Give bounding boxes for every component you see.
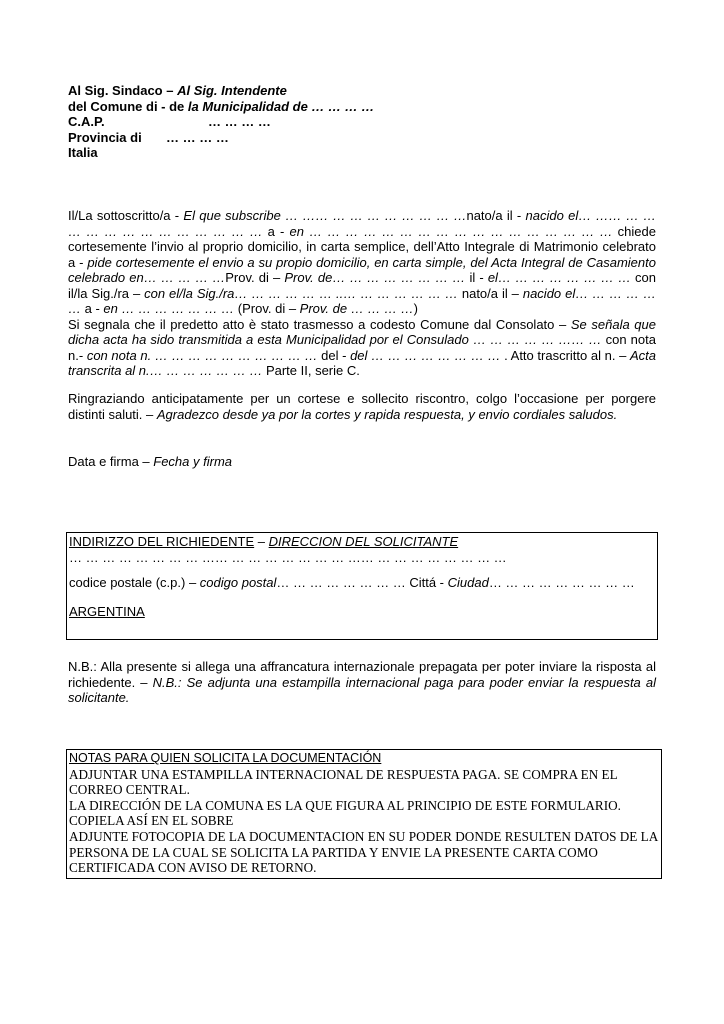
address-line-4 [68, 130, 656, 146]
text-span: del … … … … … … … … [350, 347, 501, 363]
text-span: en … … … … … … … … … … … … … … … … … [289, 223, 613, 239]
cap-value: … … … … [208, 114, 271, 129]
text-span: Prov. de … … … … [299, 301, 414, 316]
address-line-2-it: del Comune di - de [68, 98, 188, 114]
provincia-label: Provincia di [68, 129, 142, 145]
postal-code-line [69, 575, 655, 591]
text-span: (Prov. di – [234, 301, 300, 316]
document-page [68, 83, 658, 876]
notes-line-3: ADJUNTE FOTOCOPIA DE LA DOCUMENTACION EN SU PODER DONDE RESULTEN DATOS DE LA PERSONA DE LA CUAL SE SOLICITA LA PARTIDA Y ENVIE LA PRESENTE CARTA COMO CERTIFICADA CON AVISO DE RETORNO. [69, 828, 658, 876]
applicant-address-box [66, 532, 658, 640]
address-line-1 [68, 83, 656, 99]
text-span: con nota n.- [68, 332, 656, 363]
text-span: con nota n. … … … … … … … … … … [86, 347, 318, 363]
text-span: chiede cortesemente l’invio al proprio domicilio, in carta semplice, dell’Atto Integrale di Matrimonio celebrato a - [68, 223, 656, 270]
text-span: … … … … … … … … … [488, 575, 635, 590]
address-dots-line: … … … … … … … … …… … … … … … … … …… … … … … … … … … [69, 549, 507, 565]
text-span: Ciudad [447, 575, 489, 590]
text-span: nacido el… … … … … … [68, 285, 656, 316]
applicant-box-title [69, 534, 655, 550]
text-span: Acta transcrita al n.… … … … … … … [68, 347, 656, 378]
thanks-paragraph [68, 391, 656, 422]
text-span: en … … … … … … … [103, 301, 235, 316]
text-span: – [254, 534, 269, 549]
address-line-3 [68, 114, 656, 130]
text-span: nato/a il – [457, 285, 523, 301]
text-span: . Atto trascritto al n. – [500, 347, 630, 363]
address-line-2-es: la Municipalidad de … … … … [187, 98, 375, 114]
notes-box-title: NOTAS PARA QUIEN SOLICITA LA DOCUMENTACIÓN [69, 751, 382, 765]
text-span: con el/la Sig./ra… … … … … … ..… … … … … … … [144, 285, 458, 301]
text-span: Prov. de… … … … … … … … [284, 270, 466, 285]
address-line-5: Italia [68, 145, 98, 160]
cap-label: C.A.P. [68, 114, 105, 129]
text-span: Se señala que dicha acta ha sido transmitida a esta Municipalidad por el Consulado … … … … … …… … [68, 316, 656, 347]
text-span: del - [317, 347, 351, 363]
text-span: N.B.: Se adjunta una estampilla internacional paga para poder enviar la respuesta al solicitante. [68, 674, 656, 705]
text-span: El que subscribe … …… … … … … … … … … [183, 208, 467, 223]
text-span: Parte II, serie C. [262, 363, 360, 378]
text-span: Data e firma – [68, 454, 154, 469]
text-span: il - [465, 270, 488, 285]
text-span: con il/la Sig./ra – [68, 270, 657, 301]
notes-box [66, 749, 662, 879]
date-signature-line [68, 454, 656, 470]
text-span: Agradezco desde ya por la cortes y rapida respuesta, y envio cordiales saludos. [156, 406, 618, 422]
text-span: el… … … … … … … … [487, 270, 631, 285]
applicant-title-es: DIRECCION DEL SOLICITANTE [268, 534, 459, 549]
applicant-title-it: INDIRIZZO DEL RICHIEDENTE [69, 534, 255, 549]
text-span: Il/La sottoscritto/a - [68, 208, 184, 223]
text-span: pide cortesemente el envio a su propio domicilio, en carta simple, del Acta Integral de Casamiento celebrado en… … … … … [68, 254, 656, 285]
text-span: Si segnala che il predetto atto è stato trasmesso a codesto Comune dal Consolato – [68, 316, 571, 332]
nb-paragraph [68, 659, 656, 706]
text-span: codigo postal [199, 575, 277, 590]
request-paragraph [68, 208, 656, 379]
notes-line-1: ADJUNTAR UNA ESTAMPILLA INTERNACIONAL DE RESPUESTA PAGA. SE COMPRA EN EL CORREO CENTRAL. [69, 766, 618, 798]
address-line-1-it: Al Sig. Sindaco – [68, 83, 178, 98]
address-line-2 [68, 99, 656, 115]
text-span: Prov. di – [225, 270, 285, 285]
text-span: a - [81, 301, 104, 316]
country-label: ARGENTINA [69, 603, 145, 619]
text-span: codice postale (c.p.) – [69, 575, 200, 590]
text-span: ) [413, 301, 418, 316]
provincia-value: … … … … [166, 129, 229, 145]
text-span: nacido el… …… … … … … … … … … … … … … … [68, 208, 657, 239]
text-span: … … … … … … … … Cittá - [276, 575, 448, 590]
text-span: nato/a il - [466, 208, 526, 223]
address-line-1-es: Al Sig. Intendente [177, 83, 287, 98]
text-span: a - [262, 223, 290, 239]
text-span: Fecha y firma [153, 454, 233, 469]
notes-line-2: LA DIRECCIÓN DE LA COMUNA ES LA QUE FIGURA AL PRINCIPIO DE ESTE FORMULARIO. COPIELA ASÍ EN EL SOBRE [69, 797, 621, 829]
recipient-address [68, 83, 656, 161]
text-span: Ringraziando anticipatamente per un cortese e sollecito riscontro, colgo l’occasione per porgere distinti saluti. – [68, 391, 656, 422]
text-span: N.B.: Alla presente si allega una affrancatura internazionale prepagata per poter inviare la risposta al richiedente. – [68, 659, 656, 690]
